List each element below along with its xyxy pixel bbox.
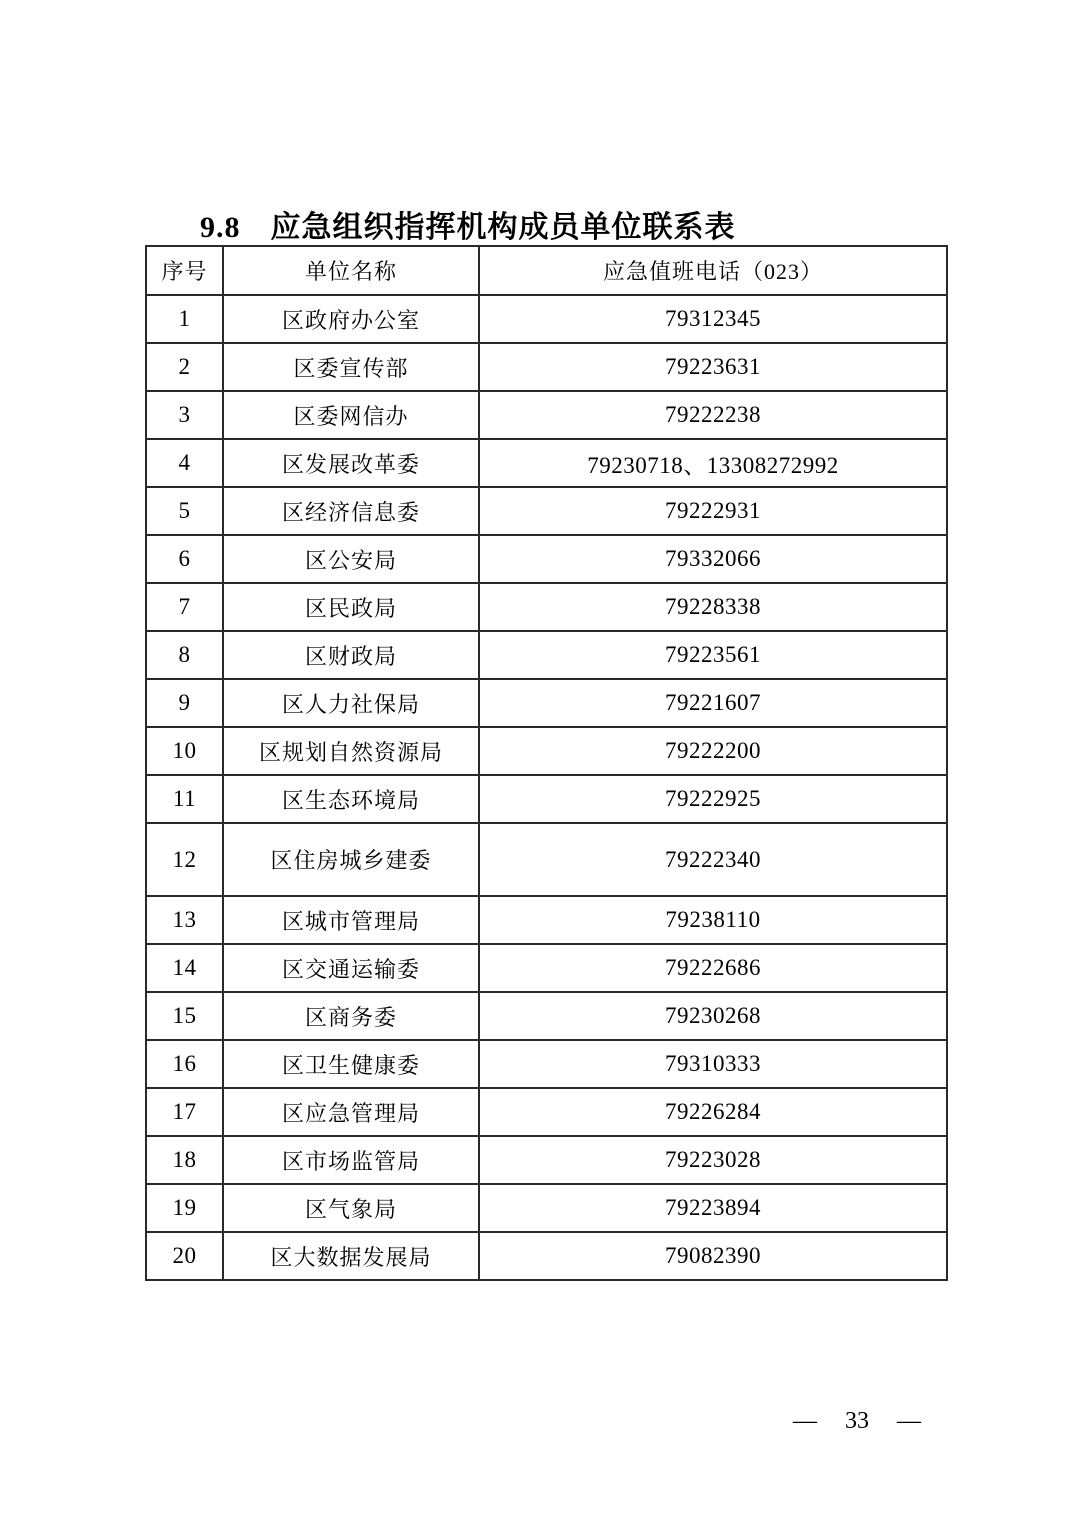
row-index: 14 (146, 944, 223, 992)
row-index: 11 (146, 775, 223, 823)
phone-number: 79332066 (479, 535, 947, 583)
table-row (146, 775, 947, 823)
row-index: 17 (146, 1088, 223, 1136)
table-row (146, 727, 947, 775)
unit-name: 区生态环境局 (223, 775, 479, 823)
header-phone: 应急值班电话（023） (479, 246, 947, 295)
phone-number: 79082390 (479, 1232, 947, 1280)
table-row (146, 487, 947, 535)
unit-name: 区发展改革委 (223, 439, 479, 487)
phone-number: 79230718、13308272992 (479, 439, 947, 487)
unit-name: 区委网信办 (223, 391, 479, 439)
table-row (146, 295, 947, 343)
table-row (146, 583, 947, 631)
phone-number: 79310333 (479, 1040, 947, 1088)
unit-name: 区气象局 (223, 1184, 479, 1232)
row-index: 1 (146, 295, 223, 343)
header-unit-name: 单位名称 (223, 246, 479, 295)
unit-name: 区市场监管局 (223, 1136, 479, 1184)
row-index: 19 (146, 1184, 223, 1232)
table-header-row (146, 246, 947, 295)
row-index: 2 (146, 343, 223, 391)
phone-number: 79222686 (479, 944, 947, 992)
unit-name: 区公安局 (223, 535, 479, 583)
row-index: 12 (146, 823, 223, 896)
page-number: 33 (845, 1408, 869, 1434)
table-row (146, 391, 947, 439)
phone-number: 79223028 (479, 1136, 947, 1184)
table-row (146, 896, 947, 944)
phone-number: 79222931 (479, 487, 947, 535)
unit-name: 区委宣传部 (223, 343, 479, 391)
phone-number: 79312345 (479, 295, 947, 343)
unit-name: 区人力社保局 (223, 679, 479, 727)
row-index: 4 (146, 439, 223, 487)
table-row (146, 679, 947, 727)
unit-name: 区经济信息委 (223, 487, 479, 535)
unit-name: 区财政局 (223, 631, 479, 679)
row-index: 9 (146, 679, 223, 727)
table-row (146, 343, 947, 391)
unit-name: 区住房城乡建委 (223, 823, 479, 896)
phone-number: 79222200 (479, 727, 947, 775)
unit-name: 区大数据发展局 (223, 1232, 479, 1280)
phone-number: 79222238 (479, 391, 947, 439)
section-number: 9.8 (200, 211, 241, 244)
row-index: 5 (146, 487, 223, 535)
unit-name: 区交通运输委 (223, 944, 479, 992)
row-index: 7 (146, 583, 223, 631)
page-title: 应急组织指挥机构成员单位联系表 (270, 211, 736, 244)
row-index: 13 (146, 896, 223, 944)
table-row (146, 992, 947, 1040)
phone-number: 79223894 (479, 1184, 947, 1232)
unit-name: 区商务委 (223, 992, 479, 1040)
unit-name: 区政府办公室 (223, 295, 479, 343)
row-index: 6 (146, 535, 223, 583)
table-row (146, 631, 947, 679)
phone-number: 79223561 (479, 631, 947, 679)
footer-dash-right: — (897, 1408, 921, 1434)
table-row (146, 535, 947, 583)
page-footer (793, 1408, 921, 1435)
unit-name: 区规划自然资源局 (223, 727, 479, 775)
row-index: 15 (146, 992, 223, 1040)
unit-name: 区城市管理局 (223, 896, 479, 944)
table-row (146, 823, 947, 896)
unit-name: 区民政局 (223, 583, 479, 631)
row-index: 16 (146, 1040, 223, 1088)
table-row (146, 439, 947, 487)
phone-number: 79238110 (479, 896, 947, 944)
row-index: 10 (146, 727, 223, 775)
row-index: 20 (146, 1232, 223, 1280)
phone-number: 79222340 (479, 823, 947, 896)
table-row (146, 1088, 947, 1136)
row-index: 3 (146, 391, 223, 439)
table-row (146, 1232, 947, 1280)
phone-number: 79226284 (479, 1088, 947, 1136)
contact-table (145, 245, 948, 1281)
table-row (146, 1136, 947, 1184)
header-index: 序号 (146, 246, 223, 295)
unit-name: 区应急管理局 (223, 1088, 479, 1136)
section-title (200, 202, 736, 246)
row-index: 18 (146, 1136, 223, 1184)
phone-number: 79221607 (479, 679, 947, 727)
phone-number: 79230268 (479, 992, 947, 1040)
footer-dash-left: — (793, 1408, 817, 1434)
table-row (146, 1184, 947, 1232)
unit-name: 区卫生健康委 (223, 1040, 479, 1088)
row-index: 8 (146, 631, 223, 679)
table-row (146, 944, 947, 992)
phone-number: 79222925 (479, 775, 947, 823)
phone-number: 79223631 (479, 343, 947, 391)
phone-number: 79228338 (479, 583, 947, 631)
table-row (146, 1040, 947, 1088)
